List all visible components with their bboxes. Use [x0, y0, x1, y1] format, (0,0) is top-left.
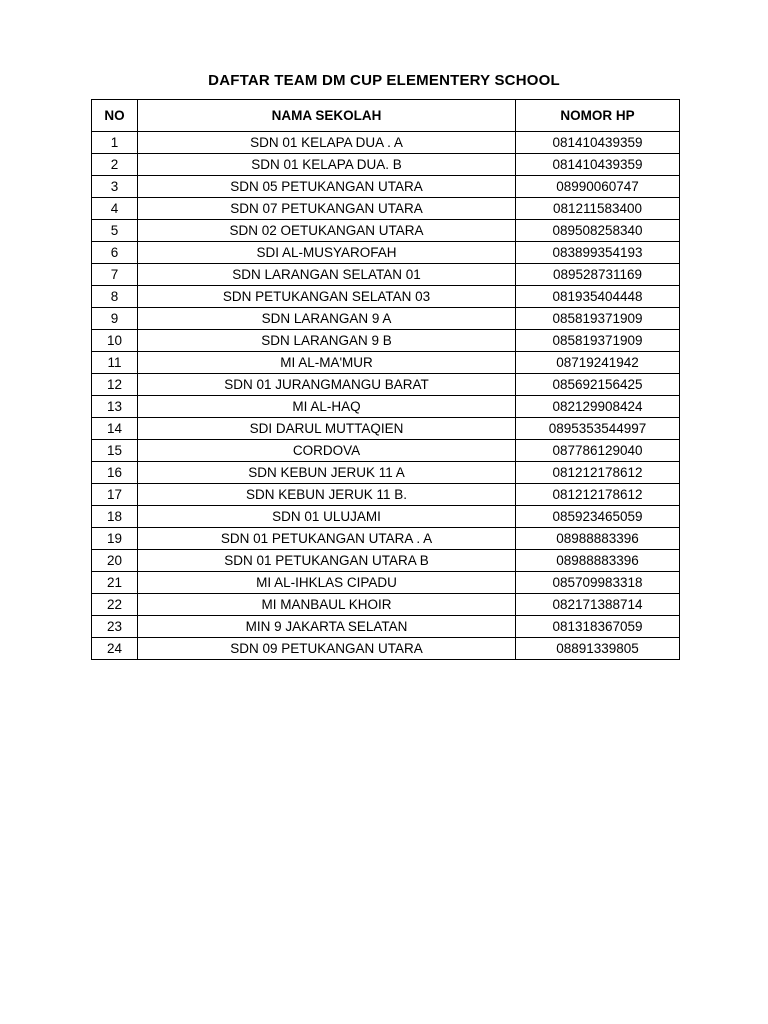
cell-phone-number: 082171388714 — [516, 594, 680, 616]
table-row — [92, 484, 680, 506]
table-row — [92, 132, 680, 154]
cell-phone-number: 08719241942 — [516, 352, 680, 374]
cell-no: 24 — [92, 638, 138, 660]
team-table — [91, 99, 680, 660]
cell-no: 20 — [92, 550, 138, 572]
cell-school-name: SDN 07 PETUKANGAN UTARA — [138, 198, 516, 220]
cell-phone-number: 081935404448 — [516, 286, 680, 308]
cell-phone-number: 081410439359 — [516, 154, 680, 176]
cell-phone-number: 0895353544997 — [516, 418, 680, 440]
column-header-phone-number: NOMOR HP — [516, 100, 680, 132]
cell-no: 4 — [92, 198, 138, 220]
cell-school-name: SDN LARANGAN 9 A — [138, 308, 516, 330]
table-row — [92, 550, 680, 572]
cell-no: 8 — [92, 286, 138, 308]
cell-no: 12 — [92, 374, 138, 396]
cell-no: 15 — [92, 440, 138, 462]
cell-school-name: SDN 09 PETUKANGAN UTARA — [138, 638, 516, 660]
table-row — [92, 374, 680, 396]
cell-phone-number: 085709983318 — [516, 572, 680, 594]
cell-no: 22 — [92, 594, 138, 616]
cell-phone-number: 081318367059 — [516, 616, 680, 638]
cell-no: 16 — [92, 462, 138, 484]
cell-phone-number: 082129908424 — [516, 396, 680, 418]
cell-phone-number: 081212178612 — [516, 462, 680, 484]
cell-school-name: MIN 9 JAKARTA SELATAN — [138, 616, 516, 638]
cell-school-name: SDN PETUKANGAN SELATAN 03 — [138, 286, 516, 308]
table-row — [92, 418, 680, 440]
cell-school-name: SDN KEBUN JERUK 11 A — [138, 462, 516, 484]
cell-phone-number: 083899354193 — [516, 242, 680, 264]
table-row — [92, 352, 680, 374]
cell-phone-number: 08990060747 — [516, 176, 680, 198]
table-row — [92, 242, 680, 264]
table-row — [92, 198, 680, 220]
cell-school-name: SDN 01 PETUKANGAN UTARA B — [138, 550, 516, 572]
cell-school-name: SDN 01 PETUKANGAN UTARA . A — [138, 528, 516, 550]
column-header-no: NO — [92, 100, 138, 132]
cell-no: 6 — [92, 242, 138, 264]
cell-no: 23 — [92, 616, 138, 638]
cell-no: 9 — [92, 308, 138, 330]
table-row — [92, 220, 680, 242]
table-row — [92, 440, 680, 462]
table-row — [92, 528, 680, 550]
cell-phone-number: 08988883396 — [516, 528, 680, 550]
cell-school-name: SDI DARUL MUTTAQIEN — [138, 418, 516, 440]
cell-no: 7 — [92, 264, 138, 286]
cell-phone-number: 081211583400 — [516, 198, 680, 220]
table-row — [92, 396, 680, 418]
cell-school-name: SDN 02 OETUKANGAN UTARA — [138, 220, 516, 242]
table-row — [92, 462, 680, 484]
cell-school-name: SDN 01 ULUJAMI — [138, 506, 516, 528]
cell-phone-number: 085819371909 — [516, 308, 680, 330]
table-row — [92, 176, 680, 198]
cell-phone-number: 085692156425 — [516, 374, 680, 396]
table-row — [92, 616, 680, 638]
column-header-school-name: NAMA SEKOLAH — [138, 100, 516, 132]
table-row — [92, 154, 680, 176]
table-row — [92, 638, 680, 660]
cell-school-name: MI AL-HAQ — [138, 396, 516, 418]
cell-phone-number: 085923465059 — [516, 506, 680, 528]
table-row — [92, 308, 680, 330]
document-title: DAFTAR TEAM DM CUP ELEMENTERY SCHOOL — [208, 72, 560, 89]
table-row — [92, 572, 680, 594]
cell-phone-number: 089508258340 — [516, 220, 680, 242]
cell-school-name: SDN 05 PETUKANGAN UTARA — [138, 176, 516, 198]
cell-school-name: SDN 01 JURANGMANGU BARAT — [138, 374, 516, 396]
cell-school-name: MI AL-MA'MUR — [138, 352, 516, 374]
cell-no: 17 — [92, 484, 138, 506]
cell-no: 5 — [92, 220, 138, 242]
cell-no: 2 — [92, 154, 138, 176]
header-row — [92, 100, 680, 132]
table-row — [92, 264, 680, 286]
cell-no: 3 — [92, 176, 138, 198]
cell-phone-number: 085819371909 — [516, 330, 680, 352]
cell-school-name: SDN LARANGAN 9 B — [138, 330, 516, 352]
cell-no: 10 — [92, 330, 138, 352]
cell-phone-number: 089528731169 — [516, 264, 680, 286]
cell-phone-number: 08891339805 — [516, 638, 680, 660]
cell-phone-number: 081212178612 — [516, 484, 680, 506]
table-row — [92, 506, 680, 528]
table-row — [92, 330, 680, 352]
cell-no: 11 — [92, 352, 138, 374]
cell-phone-number: 081410439359 — [516, 132, 680, 154]
cell-no: 18 — [92, 506, 138, 528]
table-body — [92, 132, 680, 660]
cell-school-name: CORDOVA — [138, 440, 516, 462]
table-header — [92, 100, 680, 132]
cell-school-name: SDN KEBUN JERUK 11 B. — [138, 484, 516, 506]
cell-no: 21 — [92, 572, 138, 594]
cell-school-name: MI MANBAUL KHOIR — [138, 594, 516, 616]
cell-phone-number: 08988883396 — [516, 550, 680, 572]
cell-no: 1 — [92, 132, 138, 154]
cell-no: 14 — [92, 418, 138, 440]
cell-school-name: SDI AL-MUSYAROFAH — [138, 242, 516, 264]
table-row — [92, 286, 680, 308]
cell-school-name: SDN 01 KELAPA DUA . A — [138, 132, 516, 154]
cell-school-name: SDN LARANGAN SELATAN 01 — [138, 264, 516, 286]
cell-no: 13 — [92, 396, 138, 418]
table-row — [92, 594, 680, 616]
cell-school-name: SDN 01 KELAPA DUA. B — [138, 154, 516, 176]
cell-phone-number: 087786129040 — [516, 440, 680, 462]
cell-school-name: MI AL-IHKLAS CIPADU — [138, 572, 516, 594]
cell-no: 19 — [92, 528, 138, 550]
